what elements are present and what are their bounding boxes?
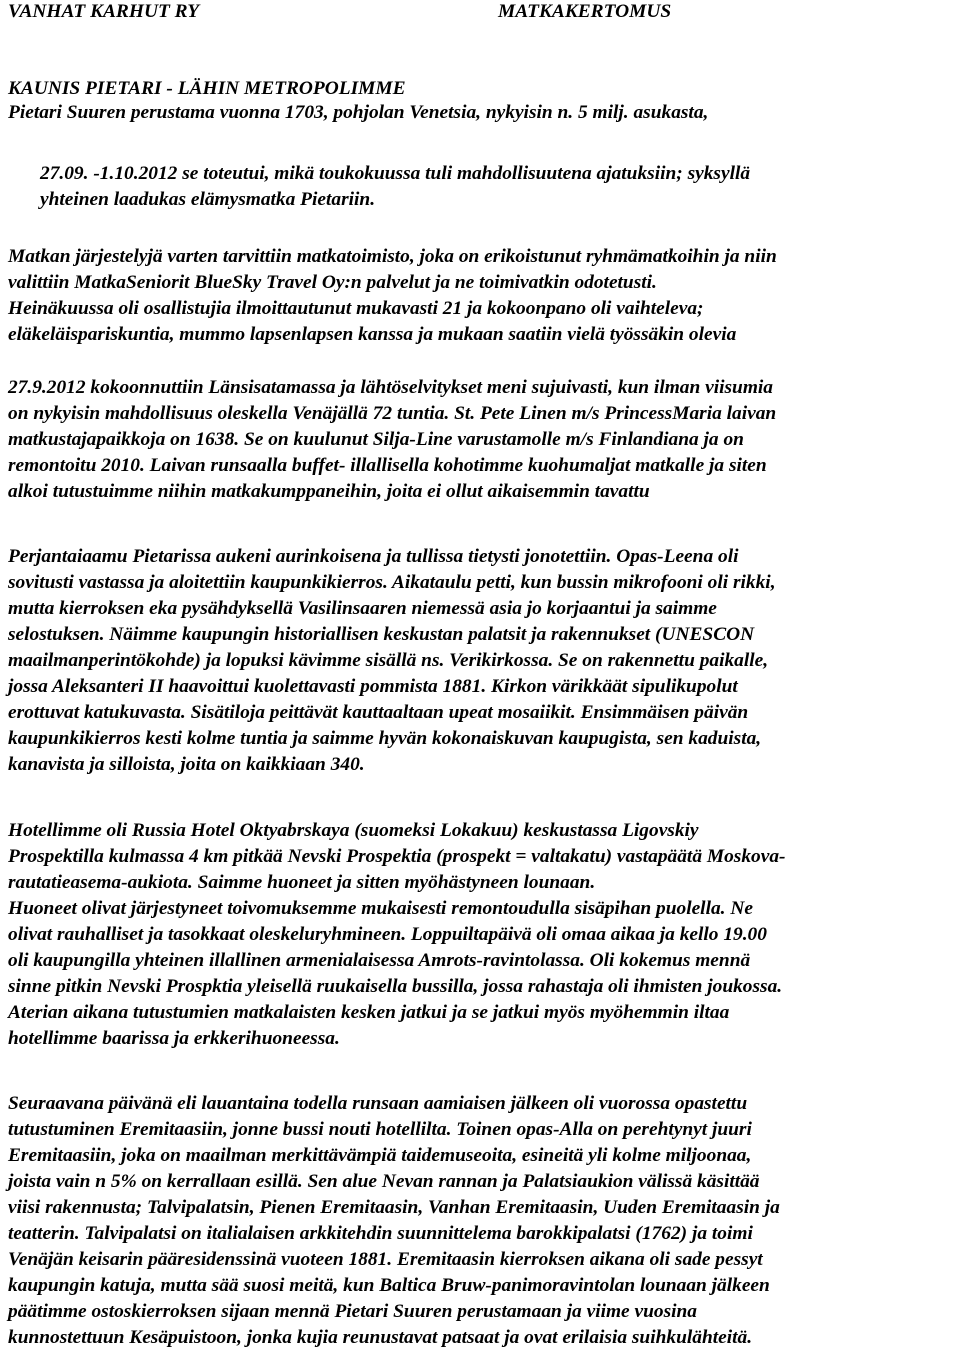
paragraph-line: eläkeläispariskuntia, mummo lapsenlapsen kanssa ja mukaan saatiin vielä työssäkin olevia	[8, 324, 737, 345]
paragraph-line: kunnostettuun Kesäpuistoon, jonka kujia reunustavat patsaat ja ovat erilaisia suihkulähteitä.	[8, 1327, 753, 1348]
paragraph-line: Seuraavana päivänä eli lauantaina todella runsaan aamiaisen jälkeen oli vuorossa opastettu	[8, 1093, 748, 1114]
paragraph-line: remontoitu 2010. Laivan runsaalla buffet- illallisella kohotimme kuohumaljat matkalle ja siten	[8, 455, 767, 476]
paragraph-line: valittiin MatkaSeniorit BlueSky Travel Oy:n palvelut ja ne toimivatkin odotetusti.	[8, 272, 657, 293]
paragraph-line: kaupungin katuja, mutta sää suosi meitä, kun Baltica Bruw-panimoravintolan lounaan jälkeen	[8, 1275, 770, 1296]
header-document-type: MATKAKERTOMUS	[498, 1, 672, 22]
paragraph-line: Heinäkuussa oli osallistujia ilmoittautunut mukavasti 21 ja kokoonpano oli vaihteleva;	[8, 298, 704, 319]
paragraph-line: Huoneet olivat järjestyneet toivomuksemme mukaisesti remontoudulla sisäpihan puolella. Ne	[8, 898, 753, 919]
paragraph-line: rautatieasema-aukiota. Saimme huoneet ja sitten myöhästyneen lounaan.	[8, 872, 596, 893]
paragraph-line: Venäjän keisarin pääresidenssinä vuoteen 1881. Eremitaasin kierroksen aikana oli sade pessyt	[8, 1249, 763, 1270]
article-title: KAUNIS PIETARI - LÄHIN METROPOLIMME	[8, 78, 406, 99]
paragraph-line: jossa Aleksanteri II haavoittui kuolettavasti pommista 1881. Kirkon värikkäät sipulikupolut	[8, 676, 738, 697]
paragraph-line: päätimme ostoskierroksen sijaan mennä Pietari Suuren perustamaan ja viime vuosina	[8, 1301, 698, 1322]
paragraph-line: erottuvat katukuvasta. Sisätiloja peittävät kauttaaltaan upeat mosaiikit. Ensimmäisen päivän	[8, 702, 749, 723]
paragraph-line: on nykyisin mahdollisuus oleskella Venäjällä 72 tuntia. St. Pete Linen m/s PrincessMaria laivan	[8, 403, 777, 424]
paragraph-line: kaupunkikierros kesti kolme tuntia ja saimme hyvän kokonaiskuvan kaupugista, sen kaduista,	[8, 728, 762, 749]
header-organization: VANHAT KARHUT RY	[8, 1, 200, 22]
paragraph-city-tour	[8, 544, 952, 778]
paragraph-line: selostuksen. Näimme kaupungin historiallisen keskustan palatsit ja rakennukset (UNESCON	[8, 624, 755, 645]
trip-date-line-cont: yhteinen laadukas elämysmatka Pietariin.	[40, 189, 376, 210]
paragraph-line: Hotellimme oli Russia Hotel Oktyabrskaya (suomeksi Lokakuu) keskustassa Ligovskiy	[8, 820, 699, 841]
trip-date-line: 27.09. -1.10.2012 se toteutui, mikä toukokuussa tuli mahdollisuutena ajatuksiin; syksyllä	[40, 163, 751, 184]
paragraph-line: Eremitaasiin, joka on maailman merkittävämpiä taidemuseoita, esineitä yli kolme miljoonaa,	[8, 1145, 752, 1166]
paragraph-line: maailmanperintökohde) ja lopuksi kävimme sisällä ns. Verikirkossa. Se on rakennettu paikalle,	[8, 650, 769, 671]
paragraph-line: matkustajapaikkoja on 1638. Se on kuulunut Silja-Line varustamolle m/s Finlandiana ja on	[8, 429, 744, 450]
paragraph-line: tutustuminen Eremitaasiin, jonne bussi nouti hotellilta. Toinen opas-Alla on perehtynyt juuri	[8, 1119, 752, 1140]
paragraph-arrangements	[8, 244, 952, 348]
paragraph-line: oli kaupungilla yhteinen illallinen armenialaisessa Amrots-ravintolassa. Oli kokemus mennä	[8, 950, 751, 971]
paragraph-line: Aterian aikana tutustumien matkalaisten kesken jatkui ja se jatkui myös myöhemmin iltaa	[8, 1002, 730, 1023]
paragraph-line: olivat rauhalliset ja tasokkaat oleskeluryhmineen. Loppuiltapäivä oli omaa aikaa ja kello 19.00	[8, 924, 767, 945]
paragraph-hermitage	[8, 1091, 952, 1351]
paragraph-line: mutta kierroksen eka pysähdyksellä Vasilinsaaren niemessä asia jo korjaantui ja saimme	[8, 598, 717, 619]
paragraph-departure	[8, 375, 952, 505]
paragraph-line: teatterin. Talvipalatsi on italialaisen arkkitehdin suunnittelema barokkipalatsi (1762) ja toimi	[8, 1223, 753, 1244]
paragraph-line: hotellimme baarissa ja erkkerihuoneessa.	[8, 1028, 340, 1049]
paragraph-line: joista vain n 5% on kerrallaan esillä. Sen alue Nevan rannan ja Palatsiaukion välissä käsittää	[8, 1171, 760, 1192]
paragraph-line: Matkan järjestelyjä varten tarvittiin matkatoimisto, joka on erikoistunut ryhmämatkoihin ja niin	[8, 246, 777, 267]
paragraph-hotel	[8, 818, 952, 1052]
paragraph-line: alkoi tutustuimme niihin matkakumppaneihin, joita ei ollut aikaisemmin tavattu	[8, 481, 650, 502]
paragraph-line: sinne pitkin Nevski Prospktia yleisellä ruukaisella bussilla, jossa rahastaja oli ihmisten joukossa.	[8, 976, 783, 997]
paragraph-line: sovitusti vastassa ja aloitettiin kaupunkikierros. Aikataulu petti, kun bussin mikrofooni oli rikki,	[8, 572, 776, 593]
paragraph-line: viisi rakennusta; Talvipalatsin, Pienen Eremitaasin, Vanhan Eremitaasin, Uuden Eremitaasin ja	[8, 1197, 780, 1218]
article-title-block	[8, 77, 952, 125]
paragraph-line: Prospektilla kulmassa 4 km pitkää Nevski Prospektia (prospekt = valtakatu) vastapäätä Moskova-	[8, 846, 786, 867]
paragraph-line: kanavista ja silloista, joita on kaikkiaan 340.	[8, 754, 365, 775]
paragraph-line: 27.9.2012 kokoonnuttiin Länsisatamassa ja lähtöselvitykset meni sujuivasti, kun ilman viisumia	[8, 377, 773, 398]
article-subtitle: Pietari Suuren perustama vuonna 1703, pohjolan Venetsia, nykyisin n. 5 milj. asukasta,	[8, 102, 709, 123]
paragraph-line: Perjantaiaamu Pietarissa aukeni aurinkoisena ja tullissa tietysti jonotettiin. Opas-Leena oli	[8, 546, 739, 567]
